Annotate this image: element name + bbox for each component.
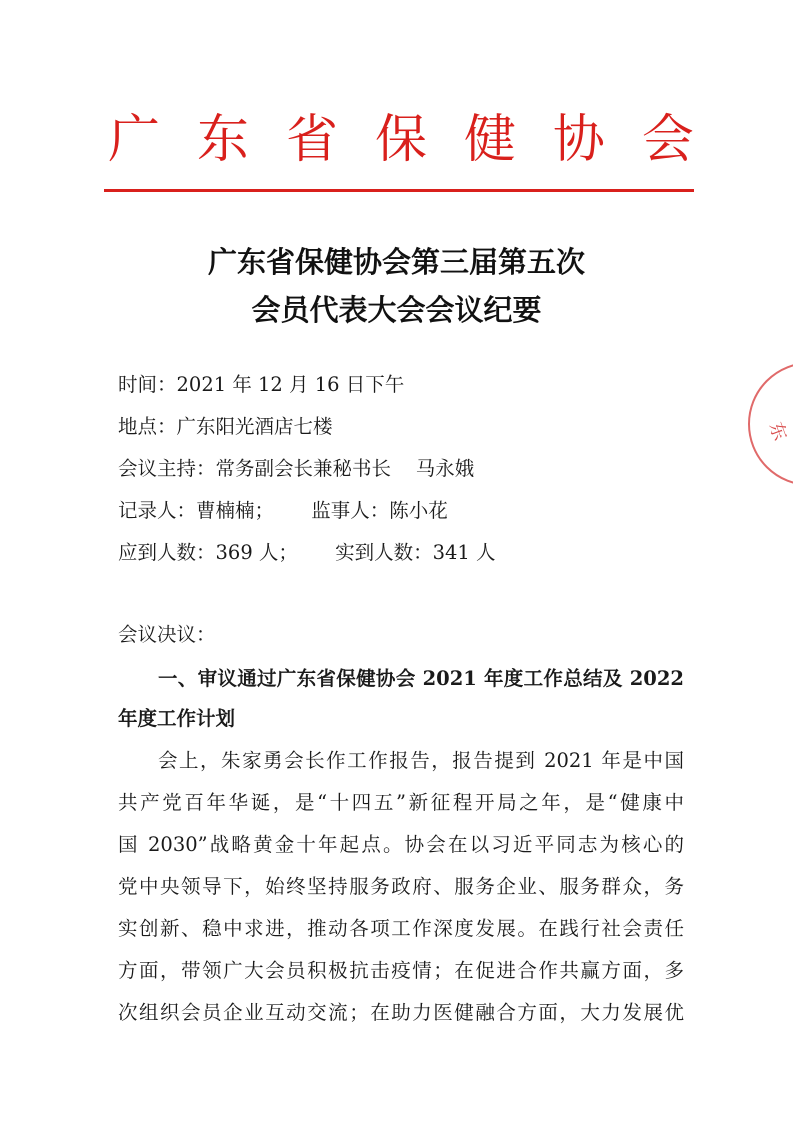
- seal-char: 东: [764, 419, 791, 444]
- masthead: [108, 108, 694, 172]
- body-line: 国 2030”战略黄金十年起点。协会在以习近平同志为核心的: [118, 833, 684, 856]
- masthead-char: 东: [196, 110, 249, 170]
- document-title-line-1: 广东省保健协会第三届第五次: [207, 245, 585, 279]
- red-rule-divider: [104, 189, 694, 192]
- body-line: 党中央领导下，始终坚持服务政府、服务企业、服务群众，务: [118, 875, 684, 898]
- masthead-char: 省: [285, 110, 338, 170]
- resolutions-heading: 会议决议：: [118, 623, 216, 646]
- document-title-line-2: 会员代表大会会议纪要: [251, 293, 542, 327]
- resolution-item-1-heading: 一、审议通过广东省保健协会 2021 年度工作总结及 2022: [158, 667, 684, 690]
- masthead-char: 会: [641, 110, 694, 170]
- masthead-char: 协: [552, 110, 605, 170]
- masthead-char: 保: [374, 110, 427, 170]
- masthead-char: 健: [463, 110, 516, 170]
- meeting-recorders: 记录人：曹楠楠； 监事人：陈小花: [118, 499, 448, 522]
- body-line: 实创新、稳中求进，推动各项工作深度发展。在践行社会责任: [118, 917, 684, 940]
- masthead-char: 广: [108, 110, 161, 170]
- meeting-host: 会议主持：常务副会长兼秘书长 马永娥: [118, 457, 475, 480]
- resolution-item-1-heading-cont: 年度工作计划: [118, 707, 236, 730]
- meeting-time: 时间：2021 年 12 月 16 日下午: [118, 373, 405, 396]
- meeting-place: 地点：广东阳光酒店七楼: [118, 415, 333, 438]
- body-line: 共产党百年华诞，是“十四五”新征程开局之年，是“健康中: [118, 791, 684, 814]
- body-line: 会上，朱家勇会长作工作报告，报告提到 2021 年是中国: [158, 749, 684, 772]
- body-line: 方面，带领广大会员积极抗击疫情；在促进合作共赢方面，多: [118, 959, 684, 982]
- body-line: 次组织会员企业互动交流；在助力医健融合方面，大力发展优: [118, 1001, 684, 1024]
- meeting-attendance: 应到人数：369 人； 实到人数：341 人: [118, 541, 496, 564]
